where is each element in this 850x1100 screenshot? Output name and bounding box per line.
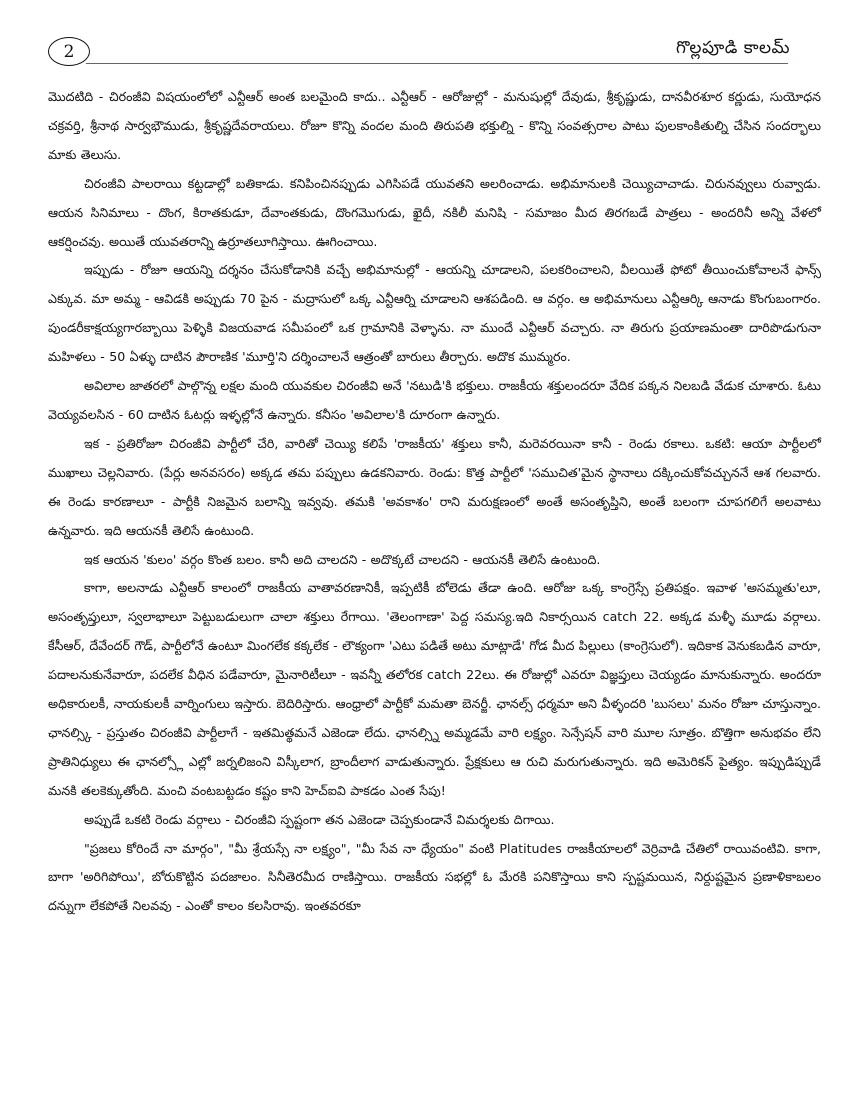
- paragraph-2: చిరంజీవి పాలరాయి కట్టడాల్లో బతికాడు. కనిపించినప్పుడు ఎగిసిపడే యువతని అలరించాడు. అభిమానులకి చెయ్యిచాచాడు. చిరునవ్వులు రువ్వాడు. ఆయన సినిమాలు - దొంగ, కిరాతకుడూ, దేవాంతకుడు, దొంగమొగుడు, ఖైదీ, నకిలీ మనిషి - సమాజం మీద తిరగబడే పాత్రలు - అందరినీ అన్ని వేళలో ఆకర్షించవు. అయితే యువతరాన్ని ఉర్రూతలూగిస్తాయి. ఊగించాయి.: [48, 175, 821, 249]
- page-number: 2: [63, 41, 75, 62]
- paragraph-1: మొదటిది - చిరంజీవి విషయంలోలో ఎన్టీఆర్ అంత బలమైంది కాదు.. ఎన్టీఆర్ - ఆరోజుల్లో - మనుషుల్లో దేవుడు, శ్రీకృష్ణుడు, దానవీరశూర కర్ణుడు, సుయోధన చక్రవర్తి, శ్రీనాథ సార్వభౌముడు, శ్రీకృష్ణదేవరాయలు. రోజూ కొన్ని వందల మంది తిరుపతి భక్తుల్ని - కొన్ని సంవత్సరాల పాటు పులకాంకితుల్ని చేసిన సందర్భాలు మాకు తెలుసు.: [48, 89, 821, 162]
- column-title: గొల్లపూడి కాలమ్: [675, 38, 790, 58]
- paragraph-3: ఇప్పుడు - రోజూ ఆయన్ని దర్శనం చేసుకోడానికి వచ్చే అభిమానుల్లో - ఆయన్ని చూడాలని, పలకరించాలని, వీలయితే ఫోటో తీయించుకోవాలనే ఫాన్స్ ఎక్కువ. మా అమ్మ - ఆవిడకి అప్పుడు 70 పైన - మద్రాసులో ఒక్క ఎన్టీఆర్ని చూడాలని ఆశపడింది. ఆ వర్గం. ఆ అభిమానులు ఎన్టీఆర్కి ఆనాడు కొంగుబంగారం. పుండరీకాక్షయ్యగారబ్బాయి పెళ్ళికి విజయవాడ సమీపంలో ఒక గ్రామానికి వెళ్ళాను. నా ముందే ఎన్టీఆర్ వచ్చారు. నా తిరుగు ప్రయాణమంతా దారిపొడుగునా మహిళలు - 50 ఏళ్ళు దాటిన పౌరాణిక 'మూర్తి'ని దర్శించాలనే ఆత్రంతో బారులు తీర్చారు. అదొక ముమ్మరం.: [48, 262, 821, 365]
- paragraph-7: కాగా, అలనాడు ఎన్టీఆర్ కాలంలో రాజకీయ వాతావరణానికీ, ఇప్పటికీ బోలెడు తేడా ఉంది. ఆరోజు ఒక్క కాంగ్రెస్సే ప్రతిపక్షం. ఇవాళ 'అసమ్మతు'లూ, అసంతృప్తులూ, స్వలాభాలూ పెట్టుబడులుగా చాలా శక్తులు రేగాయి. 'తెలంగాణా' పెద్ద సమస్య.ఇది నికార్సయిన catch 22. అక్కడ మళ్ళీ మూడు వర్గాలు. కేసీఆర్, దేవేందర్ గౌడ్, పార్టీలోనే ఉంటూ మింగలేక కక్కలేక - లౌక్యంగా 'ఎటు పడితే అటు మాట్లాడే' గోడ మీద పిల్లులు (కాంగ్రెసులో). ఇదికాక వెనుకబడిన వారూ, పదాలనుకునేవారూ, పదలేక వీధిన పడేవారూ, మైనారిటీలూ - ఇవన్నీ తలోరక catch 22లు. ఈ రోజుల్లో ఎవరూ విజ్ఞప్తులు చెయ్యడం మానుకున్నారు. అందరూ అధికారులకీ, నాయకులకీ వార్నింగులు ఇస్తారు. బెదిరిస్తారు. ఆంధ్రాలో పార్టీకో మమతా బెనర్జీ. ఛానల్స్ ధర్మమా అని వీళ్ళందరి 'బుసలు' మనం రోజూ చూస్తున్నాం. ఛానల్స్కి - ప్రస్తుతం చిరంజీవి పార్టీలాగే - ఇతమిత్థమనే ఎజెండా లేదు. ఛానల్స్ని అమ్మడమే వారి లక్ష్యం. సెన్సేషన్ వారి మూల సూత్రం. బొత్తిగా అనుభవం లేని ప్రాతినిధ్యులు ఈ ఛానల్స్లో ఎల్లో జర్నలిజంని విస్కీలాగ, బ్రాందీలాగ వాడుతున్నారు. ప్రేక్షకులు ఆ రుచి మరుగుతున్నారు. ఇది అమెరికన్ పైత్యం. ఇప్పుడిప్పుడే మనకి తలకెక్కుతోంది. మంచి వంటబట్టడం కష్టం కాని హెచ్ఐవి పాకడం ఎంత సేపు!: [48, 580, 821, 798]
- paragraph-8: అప్పుడే ఒకటి రెండు వర్గాలు - చిరంజీవి స్పష్టంగా తన ఎజెండా చెప్పకుండానే విమర్శలకు దిగాయి.: [84, 811, 555, 827]
- paragraph-4: అవిలాల జాతరలో పాల్గొన్న లక్షల మంది యువకుల చిరంజీవి అనే 'నటుడి'కి భక్తులు. రాజకీయ శక్తులందరూ వేదిక పక్కన నిలబడి వేడుక చూశారు. ఓటు వెయ్యవలసిన - 60 దాటిన ఓటర్లు ఇళ్ళల్లోనే ఉన్నారు. కనీసం 'అవిలాల'కి దూరంగా ఉన్నారు.: [48, 378, 821, 422]
- article-body: [48, 83, 821, 921]
- header-divider: [86, 63, 788, 64]
- paragraph-6: ఇక ఆయన 'కులం' వర్గం కొంత బలం. కానీ అది చాలదని - అదొక్కటే చాలదని - ఆయనకీ తెలిసే ఉంటుంది.: [84, 551, 601, 567]
- page-number-badge: [48, 37, 90, 66]
- paragraph-9: "ప్రజలు కోరిందే నా మార్గం", "మీ శ్రేయస్సే నా లక్ష్యం", "మీ సేవ నా ధ్యేయం" వంటి Platitudes రాజకీయాలలో వెర్రివాడి చేతిలో రాయివంటివి. కాగా, బాగా 'అరిగిపోయి', బోరుకొట్టిన పదజాలం. సినీతెరమీద రాణిస్తాయి. రాజకీయ సభల్లో ఓ మేరకి పనికొస్తాయి కాని స్పష్టమయిన, నిర్దుష్టమైన ప్రణాళికాబలం దన్నుగా లేకపోతే నిలవవు - ఎంతో కాలం కలసిరావు. ఇంతవరకూ: [48, 840, 821, 914]
- paragraph-5: ఇక - ప్రతిరోజూ చిరంజీవి పార్టీలో చేరి, వారితో చెయ్యి కలిపే 'రాజకీయ' శక్తులు కానీ, మరెవరయినా కానీ - రెండు రకాలు. ఒకటి: ఆయా పార్టీలలో ముఖాలు చెల్లనివారు. (పేర్లు అనవసరం) అక్కడ తమ పప్పులు ఉడకనివారు. రెండు: కొత్త పార్టీలో 'సముచిత'మైన స్థానాలు దక్కించుకోవచ్చుననే ఆశ గలవారు. ఈ రెండు కారణాలూ - పార్టీకి నిజమైన బలాన్ని ఇవ్వవు. తమకి 'అవకాశం' రాని మరుక్షణంలో అంతే అసంతృప్తిని, అంతే బలంగా చూపగలిగే అలవాటు ఉన్నవారు. ఇది ఆయనకీ తెలిసే ఉంటుంది.: [48, 435, 821, 538]
